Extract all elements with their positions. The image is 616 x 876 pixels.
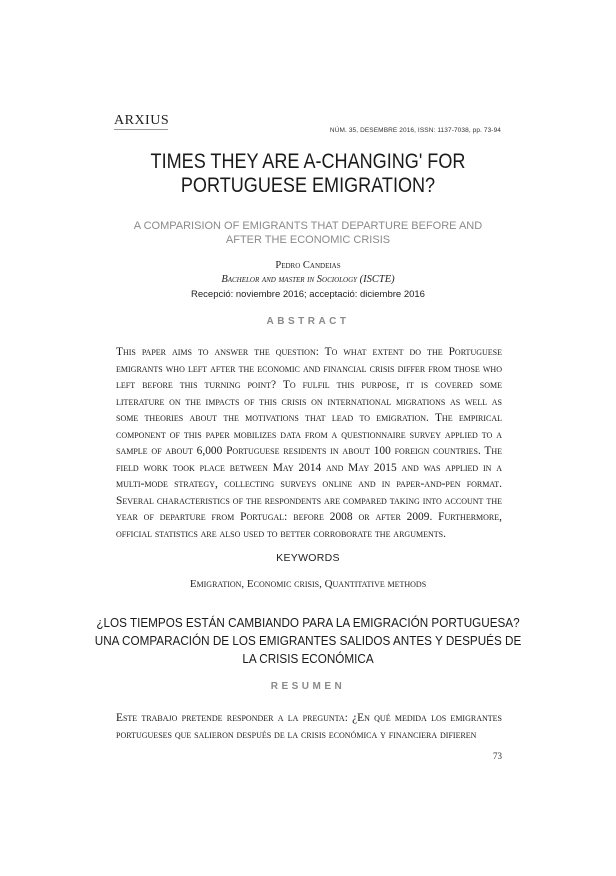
keywords-list: Emigration, Economic crisis, Quantitative methods xyxy=(189,578,427,590)
abstract-heading: ABSTRACT xyxy=(266,316,350,327)
keywords-heading: KEYWORDS xyxy=(276,552,340,564)
subtitle-line-2: AFTER THE ECONOMIC CRISIS xyxy=(225,234,391,246)
title-line-2: PORTUGUESE EMIGRATION? xyxy=(180,174,436,197)
author-affiliation: Bachelor and master in Sociology (ISCTE) xyxy=(221,274,395,285)
journal-logo: ARXIUS xyxy=(114,113,170,128)
subtitle-line-1: A COMPARISION OF EMIGRANTS THAT DEPARTURE BEFORE AND xyxy=(133,220,483,232)
author-name: Pedro Candeias xyxy=(275,260,341,271)
spanish-title-line-2: UNA COMPARACIÓN DE LOS EMIGRANTES SALIDOS ANTES Y DESPUÉS DE xyxy=(94,633,522,648)
page-number: 73 xyxy=(493,751,502,761)
logo-underline xyxy=(114,129,168,132)
reception-dates: Recepció: noviembre 2016; acceptació: diciembre 2016 xyxy=(191,289,425,300)
spanish-title-line-1: ¿LOS TIEMPOS ESTÁN CAMBIANDO PARA LA EMIGRACIÓN PORTUGUESA? xyxy=(96,615,520,630)
resumen-heading: RESUMEN xyxy=(270,681,346,692)
title-line-1: TIMES THEY ARE A-CHANGING' FOR xyxy=(150,150,466,173)
spanish-title xyxy=(31,614,585,668)
resumen-body: Este trabajo pretende responder a la pregunta: ¿En qué medida los emigrantes portugueses que salieron después de la crisis económica y financiera difieren xyxy=(116,712,502,741)
abstract-body: This paper aims to answer the question: To what extent do the Portuguese emigrants who left after the economic and financial crisis differ from those who left before this turning point? To fulfil this purpose, it is covered some literature on the impacts of this crisis on international migrations as well as some theories about the motivations that lead to emigration. The empirical component of this paper mobilizes data from a questionnaire survey applied to a sample of about 6,000 Portuguese residents in about 100 foreign countries. The field work took place between May 2014 and May 2015 and was applied in a multi-mode strategy, collecting surveys online and in paper-and-pen format. Several characteristics of the respondents are compared taking into account the year of departure from Portugal: before 2008 or after 2009. Furthermore, official statistics are also used to better corroborate the arguments. xyxy=(116,346,502,540)
article-title xyxy=(43,150,573,198)
article-subtitle xyxy=(0,219,616,247)
issue-meta: NÚM. 35, DESEMBRE 2016, ISSN: 1137-7038, pp. 73-94 xyxy=(329,127,501,134)
spanish-title-line-3: LA CRISIS ECONÓMICA xyxy=(242,651,374,666)
